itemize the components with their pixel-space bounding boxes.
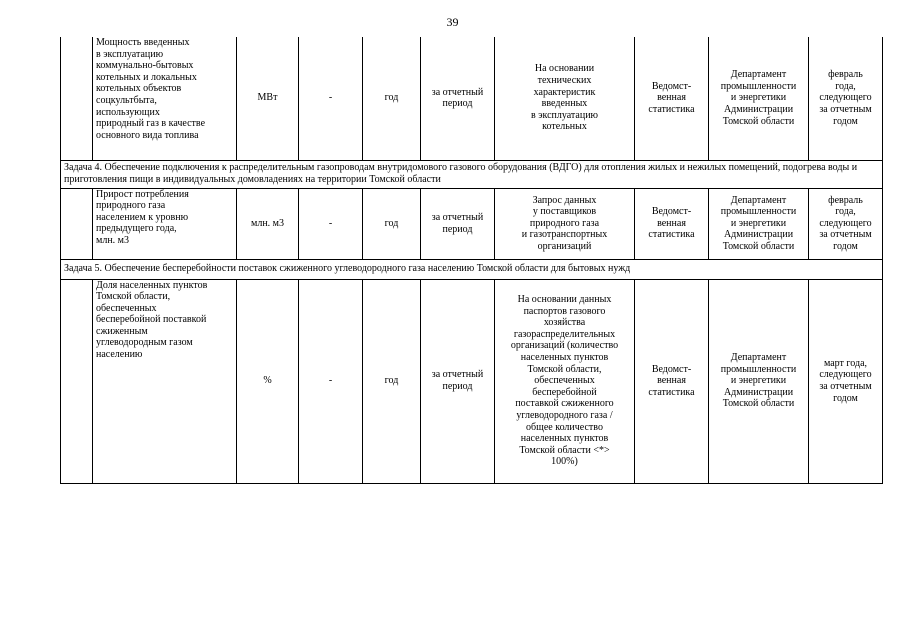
source-cell: Ведомст- венная статистика: [635, 279, 709, 483]
task-row: [61, 160, 883, 188]
period-cell: за отчетный период: [421, 188, 495, 259]
responsible-cell: Департамент промышленности и энергетики Администрации Томской области: [709, 188, 809, 259]
method-cell: На основании данных паспортов газового хозяйства газораспределительных организаций (количество населенных пунктов Томской области, обеспеченных бесперебойной поставкой сжиженного углеводородного газа / общее количество населенных пунктов Томской области <*> 100%): [495, 279, 635, 483]
unit-cell: %: [237, 279, 299, 483]
task-heading: Задача 5. Обеспечение бесперебойности поставок сжиженного углеводородного газа населению Томской области для бытовых нужд: [61, 259, 883, 279]
unit-cell: МВт: [237, 37, 299, 160]
base-value-cell: -: [299, 37, 363, 160]
deadline-cell: март года, следующего за отчетным годом: [809, 279, 883, 483]
page-number: 39: [446, 15, 459, 29]
periodicity-cell: год: [363, 37, 421, 160]
task-heading: Задача 4. Обеспечение подключения к распределительным газопроводам внутридомового газового оборудования (ВДГО) для отопления жилых и нежилых помещений, подогрева воды и приготовления пищи в индивидуальных домовладениях на территории Томской области: [61, 160, 883, 188]
unit-cell: млн. м3: [237, 188, 299, 259]
table-row: [61, 279, 883, 483]
period-cell: за отчетный период: [421, 37, 495, 160]
table-row: [61, 37, 883, 160]
indicator-name-cell: Прирост потребления природного газа населением к уровню предыдущего года, млн. м3: [93, 188, 237, 259]
period-cell: за отчетный период: [421, 279, 495, 483]
number-cell: [61, 279, 93, 483]
source-cell: Ведомст- венная статистика: [635, 37, 709, 160]
source-cell: Ведомст- венная статистика: [635, 188, 709, 259]
periodicity-cell: год: [363, 279, 421, 483]
number-cell: [61, 37, 93, 160]
periodicity-cell: год: [363, 188, 421, 259]
responsible-cell: Департамент промышленности и энергетики Администрации Томской области: [709, 279, 809, 483]
indicator-name-cell: Мощность введенных в эксплуатацию коммунально-бытовых котельных и локальных котельных объектов соцкультбыта, использующих природный газ в качестве основного вида топлива: [93, 37, 237, 160]
responsible-cell: Департамент промышленности и энергетики Администрации Томской области: [709, 37, 809, 160]
method-cell: Запрос данных у поставщиков природного газа и газотранспортных организаций: [495, 188, 635, 259]
number-cell: [61, 188, 93, 259]
base-value-cell: -: [299, 188, 363, 259]
deadline-cell: февраль года, следующего за отчетным годом: [809, 37, 883, 160]
indicators-table: [60, 37, 883, 484]
deadline-cell: февраль года, следующего за отчетным годом: [809, 188, 883, 259]
base-value-cell: -: [299, 279, 363, 483]
task-row: [61, 259, 883, 279]
method-cell: На основании технических характеристик введенных в эксплуатацию котельных: [495, 37, 635, 160]
indicator-name-cell: Доля населенных пунктов Томской области, обеспеченных бесперебойной поставкой сжиженным углеводородным газом населению: [93, 279, 237, 483]
table-row: [61, 188, 883, 259]
